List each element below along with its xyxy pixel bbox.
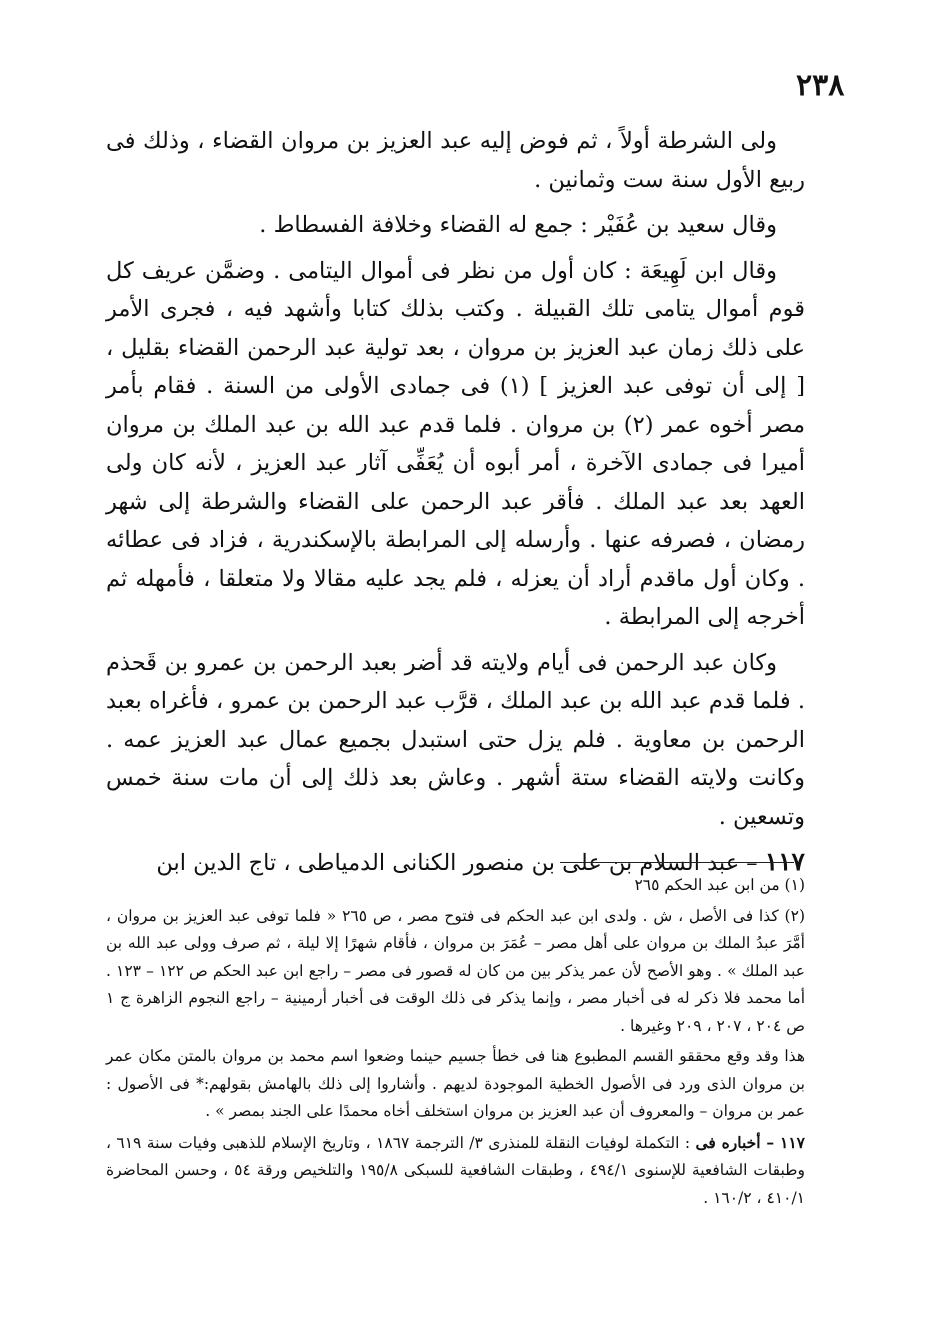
footnote-4-text: : التكملة لوفيات النقلة للمنذرى ٣/ الترجمة ١٨٦٧ ، وتاريخ الإسلام للذهبى وفيات سنة ٦١٩ ، وطبقات الشافعية للإسنوى ٤٩٤/١ ، وطبقات الشافعية للسبكى ١٩٥/٨ والتلخيص ورقة ٥٤ ، وحسن المحاضرة ٤١٠/١ ، ١٦٠/٢ . bbox=[106, 1133, 805, 1207]
footnote-2: (٢) كذا فى الأصل ، ش . ولدى ابن عبد الحكم فى فتوح مصر ، ص ٢٦٥ « فلما توفى عبد العزيز بن مروان ، أمَّرَ عبدُ الملك بن مروان على أهل مصر – عُمَرَ بن مروان ، فأقام شهرًا إلا ليلة ، ثم صرف وولى عبد الله بن عبد الملك » . وهو الأصح لأن عمر يذكر بين من كان له قصور فى مصر – راجع ابن عبد الحكم ص ١٢٢ – ١٢٣ . أما محمد فلا ذكر له فى أخبار مصر ، وإنما يذكر فى ذلك الوقت فى أخبار أرمينية – راجع النجوم الزاهرة ج ١ ص ٢٠٤ ، ٢٠٧ ، ٢٠٩ وغيرها . bbox=[106, 906, 805, 1035]
main-text bbox=[106, 122, 805, 890]
footnote-separator bbox=[560, 862, 794, 863]
paragraph-2: وقال سعيد بن عُفَيْر : جمع له القضاء وخلافة الفسطاط . bbox=[259, 212, 777, 238]
footnote-4 bbox=[106, 1129, 805, 1213]
footnotes bbox=[106, 872, 805, 1215]
paragraph-4: وكان عبد الرحمن فى أيام ولايته قد أضر بعبد الرحمن بن عمرو بن قَحذم . فلما قدم عبد الله بن عبد الملك ، قرَّب عبد الرحمن بن عمرو ، فأغراه بعبد الرحمن بن معاوية . فلم يزل حتى استبدل بجميع عمال عبد العزيز عمه . وكانت ولايته القضاء ستة أشهر . وعاش بعد ذلك إلى أن مات سنة خمس وتسعين . bbox=[106, 649, 805, 830]
paragraph-3: وقال ابن لَهِيعَة : كان أول من نظر فى أموال اليتامى . وضمَّن عريف كل قوم أموال يتامى تلك القبيلة . وكتب بذلك كتابا وأشهد فيه ، فجرى الأمر على ذلك زمان عبد العزيز بن مروان ، بعد تولية عبد الرحمن القضاء بقليل ، [ إلى أن توفى عبد العزيز ] (١) فى جمادى الأولى من السنة . فقام بأمر مصر أخوه عمر (٢) بن مروان . فلما قدم عبد الله بن عبد الملك بن مروان أميرا فى جمادى الآخرة ، أمر أبوه أن يُعَفِّى آثار عبد العزيز ، لأنه كان ولى العهد بعد عبد الملك . فأقر عبد الرحمن على القضاء والشرطة إلى شهر رمضان ، فصرفه عنها . وأرسله إلى المرابطة بالإسكندرية ، فزاد فى عطائه . وكان أول ماقدم أراد أن يعزله ، فلم يجد عليه مقالا ولا متعلقا ، فأمهله ثم أخرجه إلى المرابطة . bbox=[106, 257, 805, 630]
footnote-1: (١) من ابن عبد الحكم ٢٦٥ bbox=[634, 876, 805, 894]
entry-text: – عبد السلام بن على بن منصور الكنانى الدمياطى ، تاج الدين ابن bbox=[156, 850, 765, 876]
footnote-4-lead: ١١٧ – أخباره فى bbox=[695, 1132, 806, 1152]
footnote-3: هذا وقد وقع محققو القسم المطبوع هنا فى خطأ جسيم حينما وضعوا اسم محمد بن مروان بالمتن مكان عمر بن مروان الذى ورد فى الأصول الخطية الموجودة لديهم . وأشاروا إلى ذلك بالهامش بقولهم:* فى الأصول : عمر بن مروان – والمعروف أن عبد العزيز بن مروان استخلف أخاه محمدًا على الجند بمصر » . bbox=[106, 1047, 805, 1120]
paragraph-1: ولى الشرطة أولاً ، ثم فوض إليه عبد العزيز بن مروان القضاء ، وذلك فى ربيع الأول سنة ست وثمانين . bbox=[106, 128, 805, 193]
page-number: ٢٣٨ bbox=[796, 68, 845, 103]
entry-number: ١١٧ bbox=[764, 847, 805, 876]
